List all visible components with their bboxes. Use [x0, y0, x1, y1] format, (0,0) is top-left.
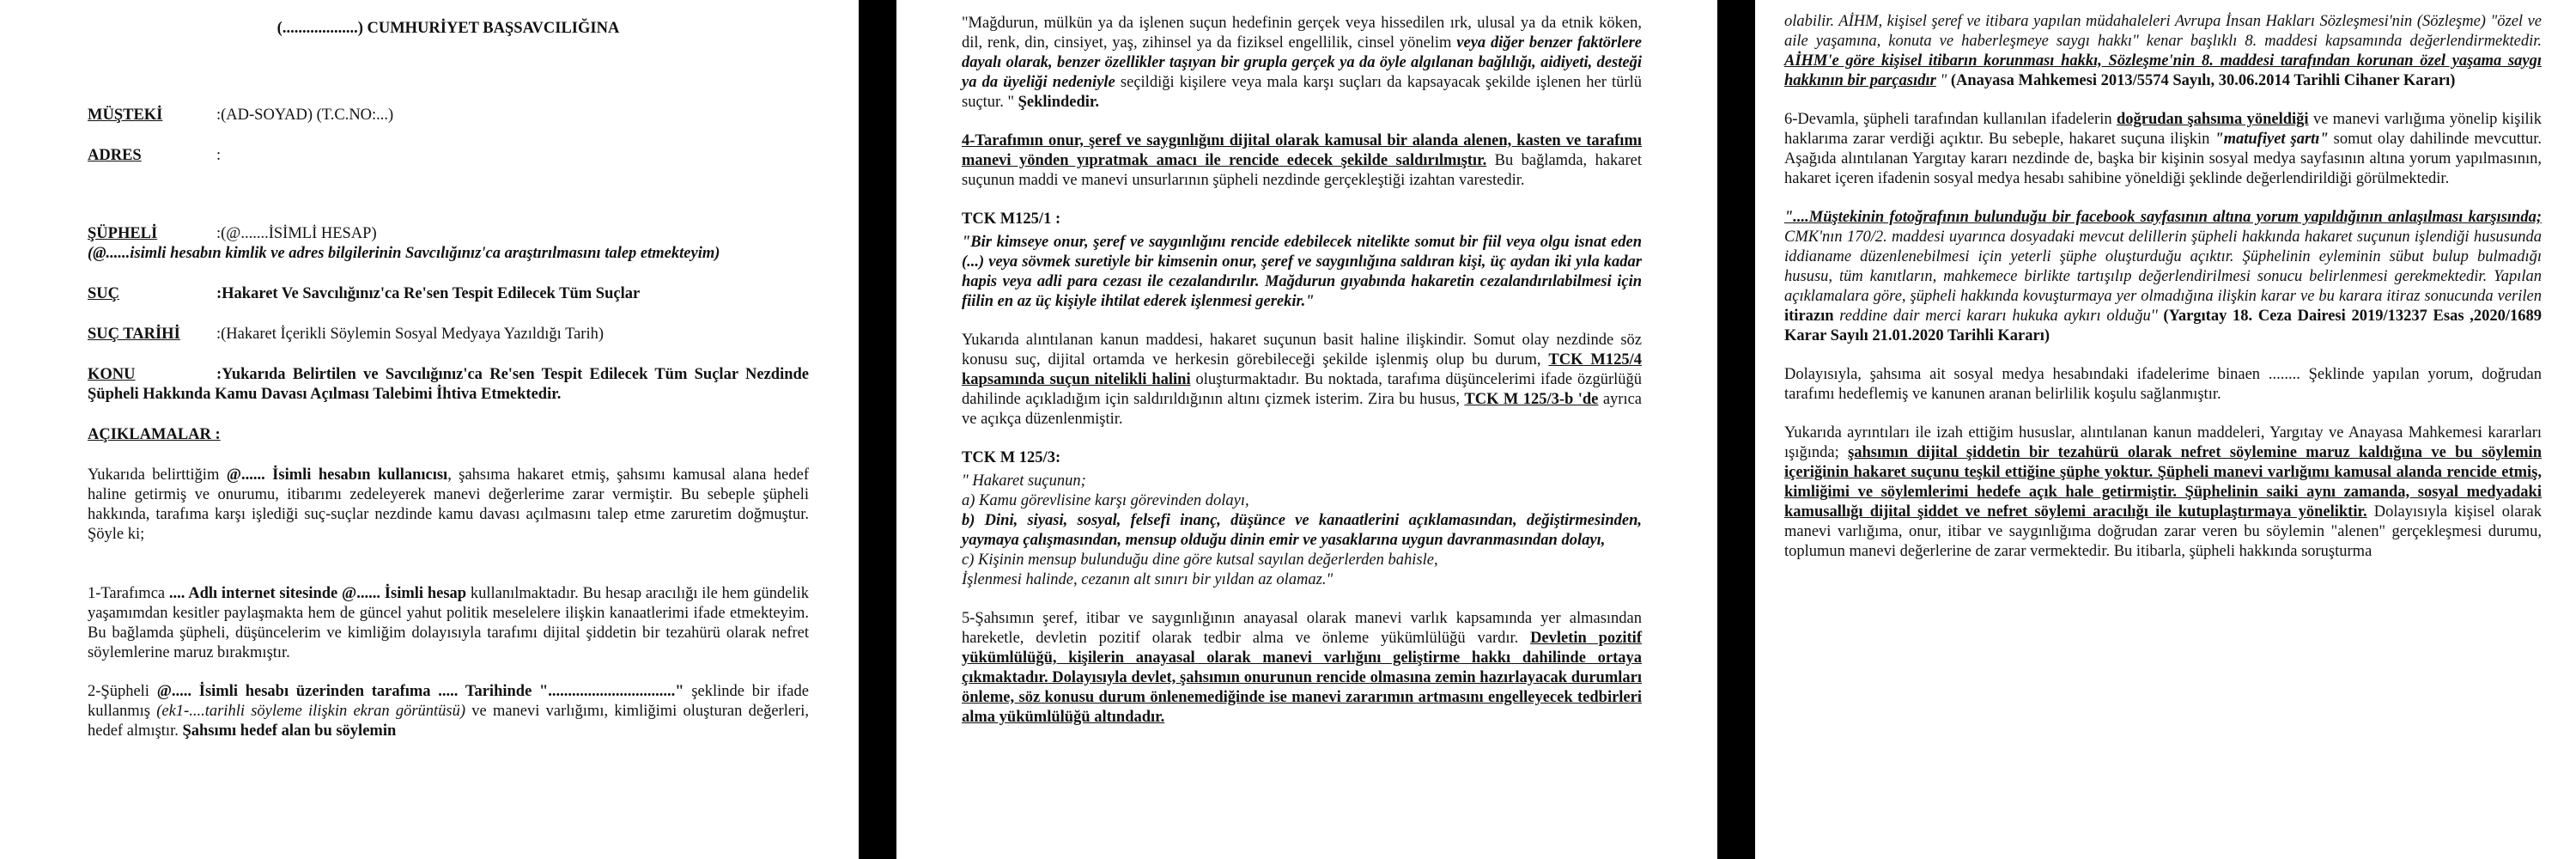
field-value: :(AD-SOYAD) (T.C.NO:...): [216, 107, 394, 124]
paragraph-5: [962, 609, 1642, 728]
text-run: Yukarıda belirttiğim: [88, 466, 227, 484]
text-run-italic: CMK'nın 170/2. maddesi uyarınca dosyadaki mevcut delillerin şüpheli hakkında hakaret suçunun işlendiği hususunda iddianame düzenlenebilmesi için yeterli şüphe oluşturduğu açıktır. Şüphelinin eyleminin sübut bulup bulmadığı hususu, tüm kanıtların, mahkemece birlikte tartışılıp değerlendirilmesi sonucu belirlenmesi gerekmektedir. Yapılan açıklamalara göre, şüpheli hakkında kovuşturmaya yer olmadığına ilişkin karar ve bu karara itiraz sonucunda verilen: [1784, 228, 2542, 305]
text-run: Bu bağlamda, hakaret suçunun maddi ve manevi unsurlarının şüpheli nezdinde gerçekleştiği izahtan varestedir.: [962, 152, 1642, 189]
field-value: :(@.......İSİMLİ HESAP): [216, 225, 377, 242]
text-run-italic: ": [1935, 72, 1951, 89]
field-adres: [88, 146, 809, 166]
list-line: " Hakaret suçunun;: [962, 472, 1086, 490]
field-konu: [88, 365, 809, 405]
dolayisiyla-paragraph: Dolayısıyla, şahsıma ait sosyal medya hesabındaki ifadelerime binaen ........ Şeklinde yapılan yorum, doğrudan tarafımı hedeflemiş ve kanunen aranan belirlilik koşulu sağlanmıştır.: [1784, 366, 2542, 403]
text-run-bold: .... Adlı internet sitesinde @...... İsimli hesap: [168, 585, 467, 602]
law-text-125-1: "Bir kimseye onur, şeref ve saygınlığını rencide edebilecek nitelikte somut bir fiil veya olgu isnat eden (...) veya sövmek suretiyle bir kimsenin onur, şeref ve saygınlığına saldıran kişi, üç aydan iki yıla kadar hapis veya adli para cezası ile cezalandırılır. Mağdurun gıyabında hakaretin cezalandırılabilmesi için fiilin en az üç kişiyle ihtilat ederek işlenmesi gerekir.": [962, 234, 1642, 310]
paragraph-6: [1784, 110, 2542, 189]
field-suc: [88, 284, 809, 304]
field-value: :Yukarıda Belirtilen ve Savcılığınız'ca Re'sen Tespit Edilecek Tüm Suçlar Nezdinde Şüpheli Hakkında Kamu Davası Açılması Talebimi İhtiva Etmektedir.: [88, 366, 809, 403]
list-line: b) Dini, siyasi, sosyal, felsefi inanç, düşünce ve kanaatlerini açıklamasından, değiştirmesinden, yaymaya çalışmasından, mensup olduğu dinin emir ve yasaklarına uygun davranmasından dolayı,: [962, 512, 1642, 549]
text-run-bold-underlined: TCK M125/4 kapsamında suçun nitelikli halini: [962, 351, 1642, 388]
field-label: SUÇ TARİHİ: [88, 326, 180, 343]
field-musteki: [88, 106, 809, 125]
text-run: seçildiği kişilere veya mala karşı suçları da kapsayacak şekilde işlenen her türlü suçtur. ": [962, 74, 1642, 111]
field-suc-tarihi: [88, 325, 809, 344]
text-run-bold-underlined: Devletin pozitif yükümlülüğü, kişilerin anayasal olarak manevi varlığını geliştirme hakkı dahilinde ortaya çıkmaktadır. Dolayısıyla devlet, şahsımın onurunun rencide olmasına zemin hazırlayacak durumları önleme, söz konusu durum önlenemediğinde ise manevi zararımın artmasını engelleyecek tedbirleri alma yükümlülüğü altındadır.: [962, 630, 1642, 726]
document-page-2: [896, 0, 1717, 859]
text-run-bold: Şahsımı hedef alan bu söylemin: [182, 722, 397, 740]
text-run: Dolayısıyla kişisel olarak manevi varlığıma, onur, itibar ve saygınlığıma doğrudan zarar veren bu söylemin "alenen" gerçekleşmesi durumu, toplumun manevi değerlerine de zarar vermektedir. Bu itibarla, şüpheli hakkında soruşturma: [1784, 503, 2542, 560]
field-label: SUÇ: [88, 285, 120, 302]
document-heading: (...................) CUMHURİYET BAŞSAVCILIĞINA: [276, 20, 620, 37]
yargitay-quote: [1784, 208, 2542, 346]
text-run: 5-Şahsımın şeref, itibar ve saygınlığının anayasal olarak manevi varlık kapsamında yer almasından hareketle, devletin pozitif olarak tedbir alma ve önleme yükümlülüğü vardır.: [962, 610, 1642, 647]
paragraph-2: [88, 682, 809, 741]
text-run-bold-underlined: doğrudan şahsıma yöneldiği: [2116, 111, 2309, 128]
text-run-bold: (Anayasa Mahkemesi 2013/5574 Sayılı, 30.06.2014 Tarihli Cihaner Kararı): [1950, 72, 2456, 89]
text-run-italic: (ek1-....tarihli söyleme ilişkin ekran görüntüsü): [156, 703, 466, 720]
text-run: ve manevi varlığımı, kimliğimi oluşturan değerleri, hedef almıştır.: [88, 703, 809, 740]
field-label: ADRES: [88, 147, 142, 164]
text-run: oluşturmaktadır. Bu noktada, tarafıma düşüncelerimi ifade özgürlüğü dahilinde açıkladığım için saldırıldığının altını çizmek isterim. Zira bu husus,: [962, 371, 1642, 408]
field-label: KONU: [88, 366, 136, 383]
paragraph-1: [88, 584, 809, 663]
text-run-bold-italic: veya diğer benzer faktörlere dayalı olarak, benzer özellikler taşıyan bir grupla gerçek ya da öyle algılanan bağlılığı, aidiyeti, desteği ya da üyeliği nedeniyle: [962, 34, 1642, 91]
supheli-note: (@......isimli hesabın kimlik ve adres bilgilerinin Savcılığınız'ca araştırılmasını talep etmekteyim): [88, 245, 720, 262]
text-run-bold: @..... İsimli hesabı üzerinden tarafıma ..... Tarihinde "................................": [156, 683, 684, 700]
text-run-bold-italic-underlined: AİHM'e göre kişisel itibarın korunması hakkı, Sözleşme'nin 8. maddesi tarafından korunan özel yaşama saygı hakkının bir parçasıdır: [1784, 52, 2542, 89]
text-run: Yukarıda alıntılanan kanun maddesi, hakaret suçunun basit haline ilişkindir. Somut olay nezdinde söz konusu suç, dijital ortamda ve herkesin görebileceği şekilde işlenmiş olup bu durum,: [962, 332, 1642, 369]
text-run-bold-underlined: TCK M 125/3-b 'de: [1464, 391, 1599, 408]
text-run: 1-Tarafımca: [88, 585, 169, 602]
aihm-paragraph: [1784, 12, 2542, 91]
text-run-italic: reddine dair merci kararı hukuka aykırı olduğu'': [1833, 308, 2164, 325]
text-run-bold-italic: "matufiyet şartı": [2215, 131, 2329, 148]
list-line: c) Kişinin mensup bulunduğu dine göre kutsal sayılan değerlerden bahisle,: [962, 551, 1438, 569]
field-supheli: [88, 224, 809, 244]
paragraph-4: [962, 131, 1642, 191]
text-run-bold: (Yargıtay 18. Ceza Dairesi 2019/13237 Esas ,2020/1689 Karar Sayılı 21.01.2020 Tarihli Kararı): [1784, 308, 2542, 344]
intro-paragraph: [88, 466, 809, 545]
text-run: şeklinde bir ifade kullanmış: [88, 683, 809, 720]
text-run-bold: @...... İsimli hesabın kullanıcısı: [226, 466, 448, 484]
text-run: "Mağdurun, mülkün ya da işlenen suçun hedefinin gerçek veya hissedilen ırk, ulusal ya da etnik köken, dil, renk, din, cinsiyet, yaş, zihinsel ya da fiziksel engellilik, cinsel yönelim: [962, 15, 1642, 52]
law-title-125-3: TCK M 125/3:: [962, 449, 1061, 466]
law-explanation: [962, 331, 1642, 430]
field-label: ŞÜPHELİ: [88, 225, 158, 242]
text-run: somut olay dahilinde mevcuttur. Aşağıda alıntılanan Yargıtay kararı nezdinde de, başka bir kişinin sosyal medya sayfasının altına yorum yapılmasının, hakaret içeren ifadenin sosyal medya hesabı sahibine yöneldiği şeklinde değerlendirildiği görülmektedir.: [1784, 131, 2542, 187]
text-run: , şahsıma hakaret etmiş, şahsımı kamusal alana hedef haline getirmiş ve onurumu, itibarımı zedeleyerek manevi değerlerime zarar vermiştir. Bu sebeple şüpheli hakkında, tarafıma karşı işlediği suç-suçlar nezdinde kamu davası açılmasını talep etme zaruretim doğmuştur. Şöyle ki;: [88, 466, 809, 543]
law-title-125-1: TCK M125/1 :: [962, 210, 1061, 228]
text-run-bold-underlined: şahsımın dijital şiddetin bir tezahürü olarak nefret söylemine maruz kaldığına ve bu söylemin içeriğinin hakaret suçunu teşkil ettiğine şüphe yoktur. Şüpheli manevi varlığımı kamusal alanda rencide etmiş, kimliğimi ve söylemlerimi hedefe açık hale getirmiştir. Şüphelinin saiki aynı zamanda, sosyal medyadaki kamusallığı dijital şiddet ve nefret söylemi aracılığı ile kutuplaştırmaya yöneliktir.: [1784, 444, 2542, 521]
text-run: ayrıca ve açıkça düzenlenmiştir.: [962, 391, 1643, 428]
section-aciklamalar: AÇIKLAMALAR :: [88, 426, 221, 443]
text-run: 2-Şüpheli: [88, 683, 157, 700]
list-line: İşlenmesi halinde, cezanın alt sınırı bir yıldan az olamaz.": [962, 571, 1334, 588]
text-run: Yukarıda ayrıntıları ile izah ettiğim hususlar, alıntılanan kanun maddeleri, Yargıtay ve Anayasa Mahkemesi kararları ışığında;: [1784, 424, 2542, 461]
document-page-3: [1755, 0, 2576, 859]
text-run-bold: Şeklindedir.: [1018, 94, 1100, 111]
text-run-bold: itirazın: [1784, 308, 1834, 325]
text-run-italic: olabilir. AİHM, kişisel şeref ve itibara yapılan müdahaleleri Avrupa İnsan Hakları Sözleşmesi'nin (Sözleşme) "özel ve aile yaşamına, konuta ve haberleşmeye saygı hakkı" kenar başlıklı 8. maddesi kapsamında değerlendirmektedir.: [1784, 13, 2542, 50]
text-run: ve manevi varlığıma yönelip kişilik haklarıma zarar verdiği açıktır. Bu sebeple, hakaret suçuna ilişkin: [1784, 111, 2542, 148]
field-value: :(Hakaret İçerikli Söylemin Sosyal Medyaya Yazıldığı Tarih): [216, 326, 605, 343]
law-text-125-3: [962, 472, 1642, 590]
text-run: kullanılmaktadır. Bu hesap aracılığı ile hem gündelik yaşamımdan kesitler paylaşmakta hem de güncel yahut politik meselelere ilişkin kanaatlerimi ifade etmekteyim. Bu bağlamda şüpheli, düşüncelerim ve kimliğim dolayısıyla tarafımı dijital şiddetin bir tezahürü olarak nefret söylemlerine maruz bırakmıştır.: [88, 585, 809, 661]
final-paragraph: [1784, 423, 2542, 562]
field-label: MÜŞTEKİ: [88, 107, 163, 124]
text-run-bold-underlined: 4-Tarafımın onur, şeref ve saygınlığını dijital olarak kamusal bir alanda alenen, kasten ve tarafımı manevi yönden yıpratmak amacı ile rencide edecek şekilde saldırılmıştır.: [962, 132, 1642, 169]
field-value: :Hakaret Ve Savcılığınız'ca Re'sen Tespit Edilecek Tüm Suçlar: [216, 285, 641, 302]
hate-crime-definition: [962, 14, 1642, 113]
document-page-1: [0, 0, 859, 859]
list-line: a) Kamu görevlisine karşı görevinden dolayı,: [962, 492, 1249, 509]
field-value: :: [216, 147, 222, 164]
text-run: 6-Devamla, şüpheli tarafından kullanılan ifadelerin: [1784, 111, 2117, 128]
text-run-bold-italic-underlined: "....Müştekinin fotoğrafının bulunduğu bir facebook sayfasının altına yorum yapıldığının anlaşılması karşısında;: [1784, 209, 2542, 226]
